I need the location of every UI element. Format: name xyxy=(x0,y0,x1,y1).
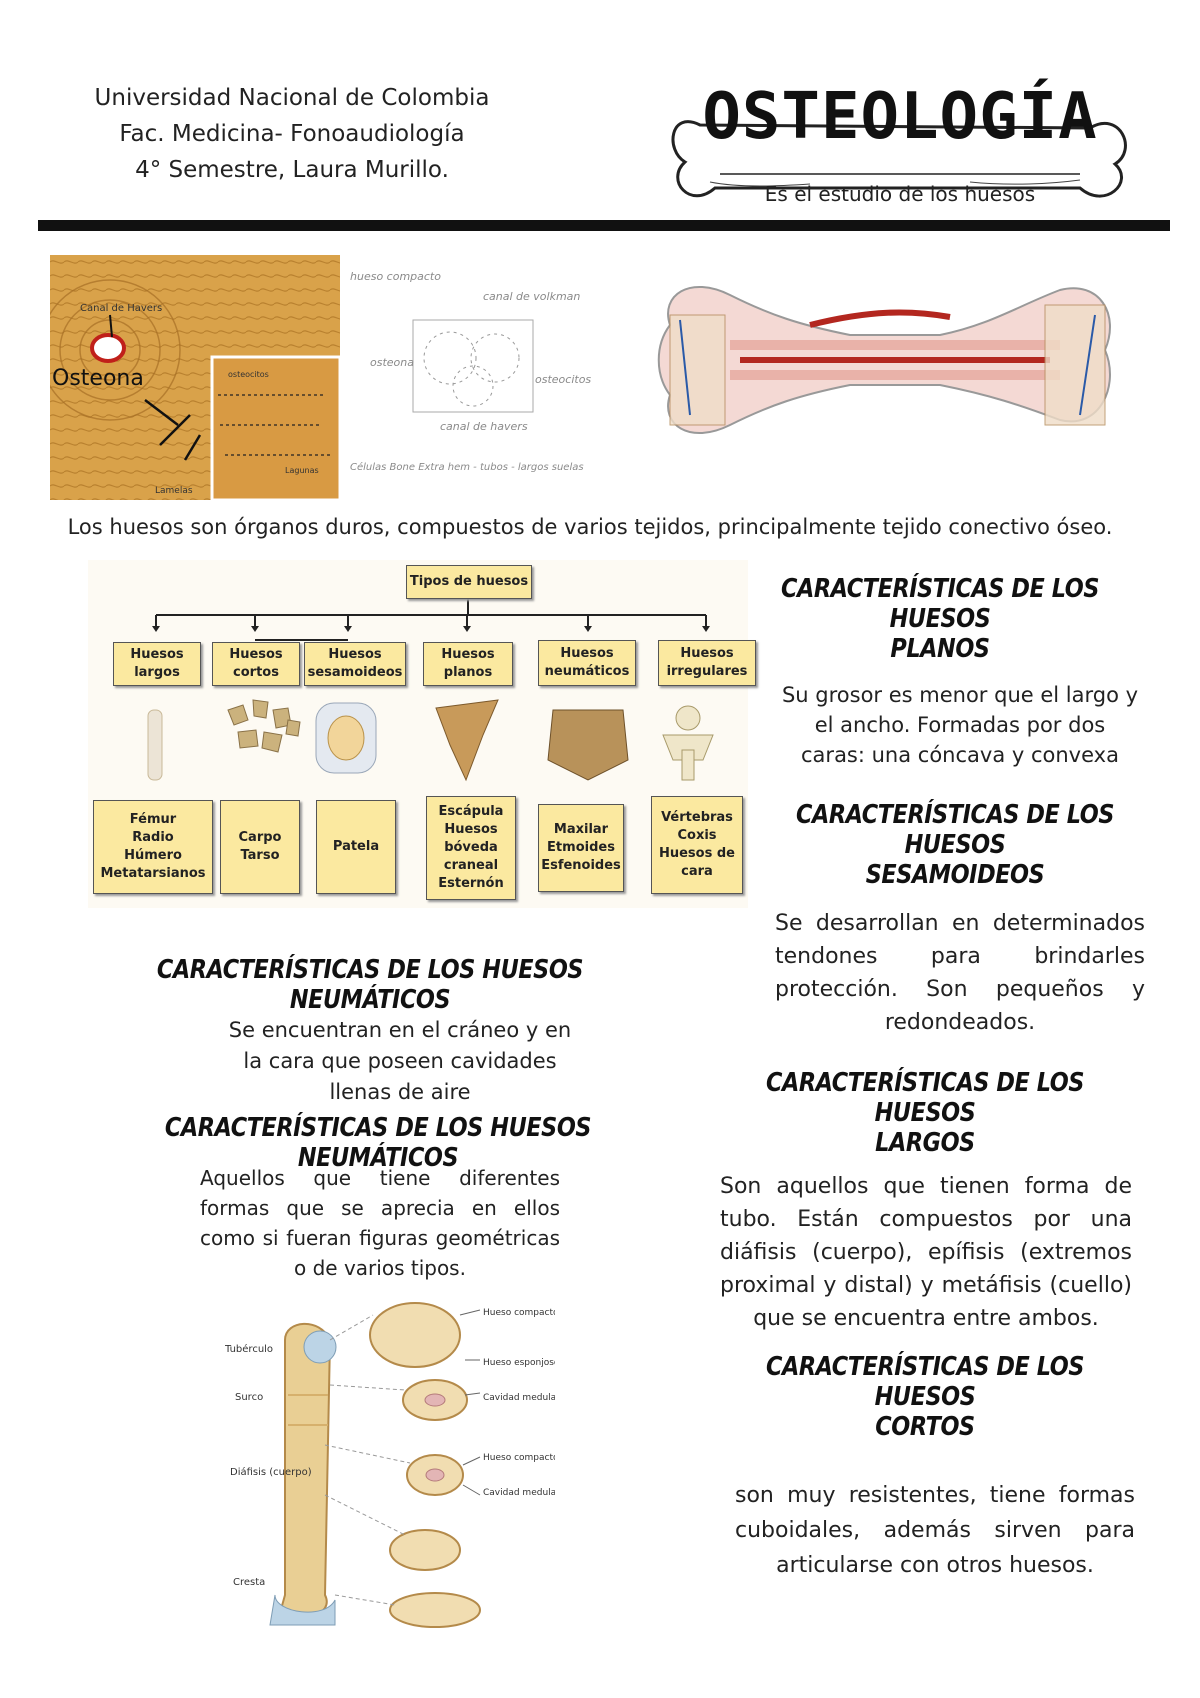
sesamoideos-text: Se desarrollan en determinados tendones para brindarles protección. Son pequeños y redondeados. xyxy=(775,911,1145,1035)
osteon-micrograph xyxy=(50,255,340,500)
irregulares-title: CARACTERÍSTICAS DE LOS HUESOS NEUMÁTICOS xyxy=(164,1113,592,1173)
example-text: Coxis xyxy=(677,828,717,843)
example-text: craneal xyxy=(443,858,499,873)
type-box-largos: Huesos largos xyxy=(113,642,201,686)
sesamoideos-title-1: CARACTERÍSTICAS DE LOS HUESOS xyxy=(795,800,1115,860)
sketch-label-6: Células Bone Extra hem - tubos - largos suelas xyxy=(350,462,584,473)
brand-subtitle: Es el estudio de los huesos xyxy=(764,182,1036,206)
university-name: Universidad Nacional de Colombia xyxy=(94,85,490,111)
example-box-neumaticos xyxy=(538,804,624,892)
example-text: Maxilar xyxy=(553,822,609,837)
example-box-irregulares xyxy=(651,796,743,894)
example-text: bóveda xyxy=(444,840,498,855)
brand-title: OSTEOLOGÍA xyxy=(702,80,1098,154)
humerus-right-label: Hueso esponjoso xyxy=(483,1358,555,1368)
largos-title-1: CARACTERÍSTICAS DE LOS HUESOS xyxy=(765,1068,1085,1128)
example-text: Etmoides xyxy=(547,840,615,855)
example-box-largos xyxy=(93,800,213,894)
diagram-root-box: Tipos de huesos xyxy=(406,565,532,599)
example-text: Huesos de xyxy=(658,846,735,861)
example-text: Carpo xyxy=(238,830,282,845)
planos-title-1: CARACTERÍSTICAS DE LOS HUESOS xyxy=(780,574,1100,634)
osteon-label: Osteona xyxy=(52,366,144,391)
havers-label: Canal de Havers xyxy=(80,303,163,314)
neumaticos-title: CARACTERÍSTICAS DE LOS HUESOS NEUMÁTICOS xyxy=(156,955,584,1015)
example-text: Esfenoides xyxy=(541,858,621,873)
cortos-text: son muy resistentes, tiene formas cuboidales, además sirven para articularse con otros huesos. xyxy=(735,1483,1135,1578)
example-text: Vértebras xyxy=(661,810,733,825)
neumaticos-text: Se encuentran en el cráneo y en la cara que poseen cavidades llenas de aire xyxy=(228,1018,572,1104)
sketch-label-1: hueso compacto xyxy=(350,270,441,283)
example-box-sesamoideos xyxy=(316,800,396,894)
example-text: Radio xyxy=(132,830,174,845)
humerus-cross-section-illustration xyxy=(225,1295,555,1630)
irregulares-text: Aquellos que tiene diferentes formas que se aprecia en ellos como si fueran figuras geométricas o de varios tipos. xyxy=(200,1166,560,1280)
humerus-left-label: Surco xyxy=(235,1392,264,1403)
example-box-planos xyxy=(426,796,516,900)
planos-title-2: PLANOS xyxy=(890,634,990,664)
type-box-sesamoideos: Huesos sesamoideos xyxy=(304,642,406,686)
header-divider xyxy=(38,220,1170,231)
type-box-irregulares: Huesos irregulares xyxy=(658,640,756,686)
lamelas-label: Lamelas xyxy=(155,486,193,496)
lagunas-label: Lagunas xyxy=(285,466,319,475)
example-text: Escápula xyxy=(438,804,504,819)
type-box-planos: Huesos planos xyxy=(423,642,513,686)
humerus-left-label: Cresta xyxy=(233,1577,266,1588)
humerus-right-label: Hueso compacto xyxy=(483,1308,555,1318)
humerus-right-label: Cavidad medular xyxy=(483,1488,555,1498)
cortos-title-1: CARACTERÍSTICAS DE LOS HUESOS xyxy=(765,1352,1085,1412)
example-text: Metatarsianos xyxy=(100,866,206,881)
example-text: Patela xyxy=(332,839,380,854)
type-box-neumaticos: Huesos neumáticos xyxy=(538,640,636,686)
largos-text: Son aquellos que tienen forma de tubo. Están compuestos por una diáfisis (cuerpo), epífisis (extremos proximal y distal) y metáfisis (cuello) que se encuentra entre ambos. xyxy=(720,1174,1132,1331)
sketch-label-4: osteocitos xyxy=(535,373,592,386)
example-text: Húmero xyxy=(124,848,182,863)
example-box-cortos xyxy=(220,800,300,894)
humerus-right-label: Hueso compacto xyxy=(483,1453,555,1463)
humerus-right-label: Cavidad medular xyxy=(483,1393,555,1403)
example-text: Esternón xyxy=(438,876,504,891)
hand-sketch-compact-bone xyxy=(345,258,635,488)
long-bone-section-illustration xyxy=(650,255,1120,465)
example-text: Fémur xyxy=(129,812,177,827)
faculty-name: Fac. Medicina- Fonoaudiología xyxy=(119,121,465,147)
intro-text: Los huesos son órganos duros, compuestos de varios tejidos, principalmente tejido conectivo óseo. xyxy=(67,515,1113,539)
osteocitos-label: osteocitos xyxy=(228,370,269,379)
example-text: Huesos xyxy=(444,822,498,837)
sketch-label-5: canal de havers xyxy=(440,420,528,433)
semester-author: 4° Semestre, Laura Murillo. xyxy=(135,157,449,183)
planos-text: Su grosor es menor que el largo y el ancho. Formadas por dos caras: una cóncava y convexa xyxy=(781,683,1139,767)
humerus-left-label: Tubérculo xyxy=(225,1344,274,1355)
cortos-title-2: CORTOS xyxy=(875,1412,975,1442)
brand-bone-logo xyxy=(660,70,1140,220)
sketch-label-2: canal de volkman xyxy=(483,290,581,303)
humerus-left-label: Diáfisis (cuerpo) xyxy=(230,1467,312,1478)
sesamoideos-title-2: SESAMOIDEOS xyxy=(865,860,1045,890)
bone-types-diagram xyxy=(88,560,748,908)
type-box-cortos: Huesos cortos xyxy=(212,642,300,686)
largos-title-2: LARGOS xyxy=(875,1128,975,1158)
example-text: cara xyxy=(681,864,713,879)
sketch-label-3: osteona xyxy=(370,356,414,369)
example-text: Tarso xyxy=(240,848,280,863)
